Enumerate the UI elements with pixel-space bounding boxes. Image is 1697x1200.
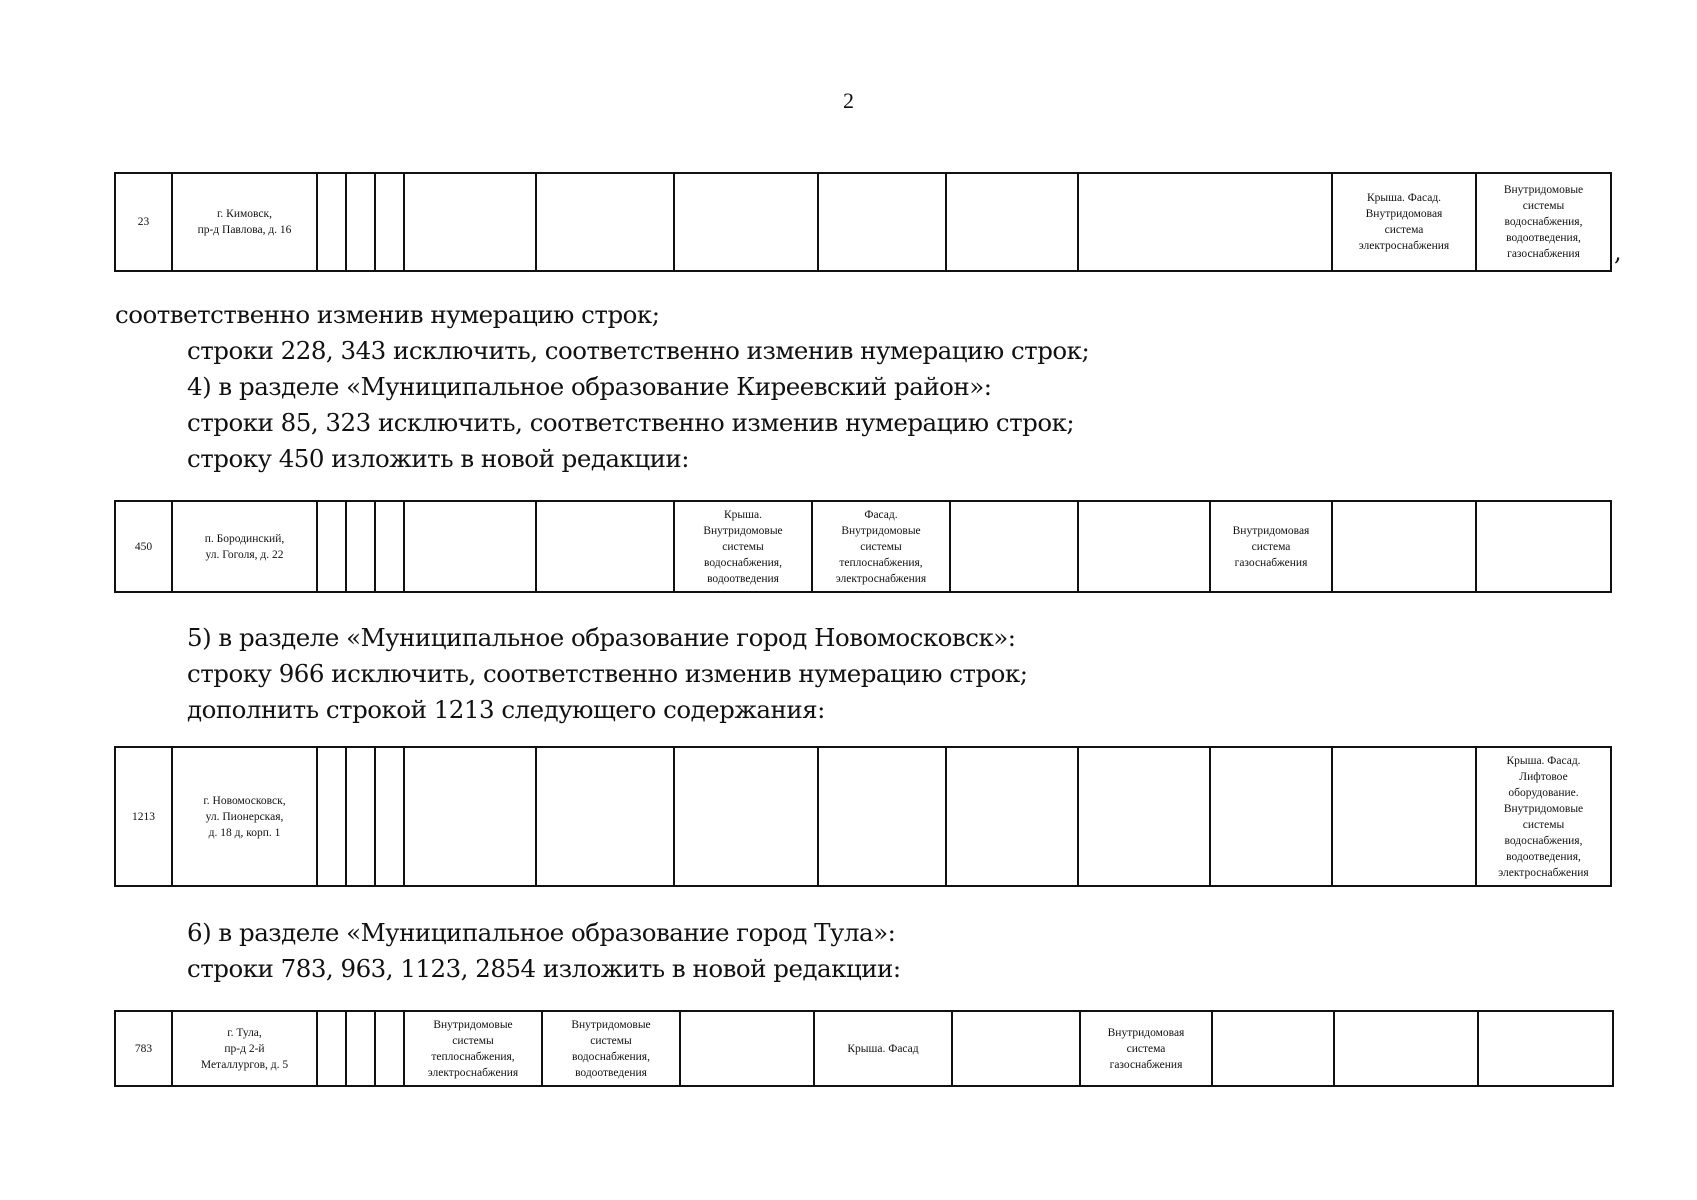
- table-cell: [1210, 747, 1332, 886]
- paragraph-line: дополнить строкой 1213 следующего содержания:: [187, 695, 825, 724]
- row-table-450: [114, 500, 1612, 593]
- table-cell: [818, 747, 946, 886]
- table-cell: [1332, 501, 1476, 592]
- table-cell: [946, 173, 1078, 271]
- table-cell: [346, 747, 375, 886]
- page-number: 2: [843, 88, 854, 113]
- row-number-cell: 783: [115, 1011, 172, 1086]
- work-type-cell: Крыша. Фасад. Внутридомовая система электроснабжения: [1332, 173, 1476, 271]
- work-type-cell: Фасад. Внутридомовые системы теплоснабжения, электроснабжения: [812, 501, 950, 592]
- table-cell: [317, 747, 346, 886]
- table-cell: [317, 501, 346, 592]
- table-cell: [1334, 1011, 1478, 1086]
- paragraph-line: строку 966 исключить, соответственно изменив нумерацию строк;: [187, 659, 1028, 688]
- paragraph-line: строки 85, 323 исключить, соответственно изменив нумерацию строк;: [187, 408, 1075, 437]
- table-cell: [950, 501, 1078, 592]
- table-cell: [1476, 501, 1611, 592]
- trailing-comma: ,: [1614, 238, 1622, 266]
- work-type-cell: Внутридомовые системы теплоснабжения, электроснабжения: [404, 1011, 542, 1086]
- table-cell: [375, 1011, 404, 1086]
- row-number-cell: 23: [115, 173, 172, 271]
- table-cell: [536, 501, 674, 592]
- paragraph-line: строки 783, 963, 1123, 2854 изложить в новой редакции:: [187, 954, 901, 983]
- table-cell: [818, 173, 946, 271]
- table-cell: [375, 173, 404, 271]
- table-cell: [404, 747, 536, 886]
- row-table-1213: [114, 746, 1612, 887]
- table-cell: [346, 1011, 375, 1086]
- paragraph-line: соответственно изменив нумерацию строк;: [115, 300, 660, 329]
- table-cell: [946, 747, 1078, 886]
- table-cell: [1332, 747, 1476, 886]
- table-cell: [674, 747, 818, 886]
- work-type-cell: Крыша. Фасад. Лифтовое оборудование. Внутридомовые системы водоснабжения, водоотведения, электроснабжения: [1476, 747, 1611, 886]
- table-cell: [404, 173, 536, 271]
- table-cell: [1078, 501, 1210, 592]
- row-table-783: [114, 1010, 1614, 1087]
- table-cell: [1478, 1011, 1613, 1086]
- table-cell: [674, 173, 818, 271]
- work-type-cell: Внутридомовые системы водоснабжения, водоотведения: [542, 1011, 680, 1086]
- work-type-cell: [1078, 173, 1332, 271]
- table-cell: [680, 1011, 814, 1086]
- table-cell: [952, 1011, 1080, 1086]
- work-type-cell: Внутридомовая система газоснабжения: [1080, 1011, 1212, 1086]
- work-type-cell: Крыша. Фасад: [814, 1011, 952, 1086]
- table-cell: [536, 173, 674, 271]
- row-number-cell: 1213: [115, 747, 172, 886]
- paragraph-line: строки 228, 343 исключить, соответственно изменив нумерацию строк;: [187, 336, 1090, 365]
- work-type-cell: Крыша. Внутридомовые системы водоснабжения, водоотведения: [674, 501, 812, 592]
- table-cell: [346, 173, 375, 271]
- table-cell: [375, 747, 404, 886]
- address-cell: п. Бородинский, ул. Гоголя, д. 22: [172, 501, 317, 592]
- address-cell: г. Кимовск, пр-д Павлова, д. 16: [172, 173, 317, 271]
- table-cell: [317, 173, 346, 271]
- row-table-23: [114, 172, 1612, 272]
- work-type-cell: Внутридомовая система газоснабжения: [1210, 501, 1332, 592]
- paragraph-line: 5) в разделе «Муниципальное образование город Новомосковск»:: [187, 623, 1016, 652]
- paragraph-line: 6) в разделе «Муниципальное образование город Тула»:: [187, 918, 896, 947]
- table-cell: [346, 501, 375, 592]
- address-cell: г. Тула, пр-д 2-й Металлургов, д. 5: [172, 1011, 317, 1086]
- table-cell: [375, 501, 404, 592]
- paragraph-line: строку 450 изложить в новой редакции:: [187, 444, 690, 473]
- table-cell: [317, 1011, 346, 1086]
- table-cell: [1212, 1011, 1334, 1086]
- address-cell: г. Новомосковск, ул. Пионерская, д. 18 д, корп. 1: [172, 747, 317, 886]
- paragraph-line: 4) в разделе «Муниципальное образование Киреевский район»:: [187, 372, 992, 401]
- table-cell: Внутридомовые системы водоснабжения, водоотведения, газоснабжения: [1476, 173, 1611, 271]
- table-cell: [404, 501, 536, 592]
- table-cell: [1078, 747, 1210, 886]
- row-number-cell: 450: [115, 501, 172, 592]
- table-cell: [536, 747, 674, 886]
